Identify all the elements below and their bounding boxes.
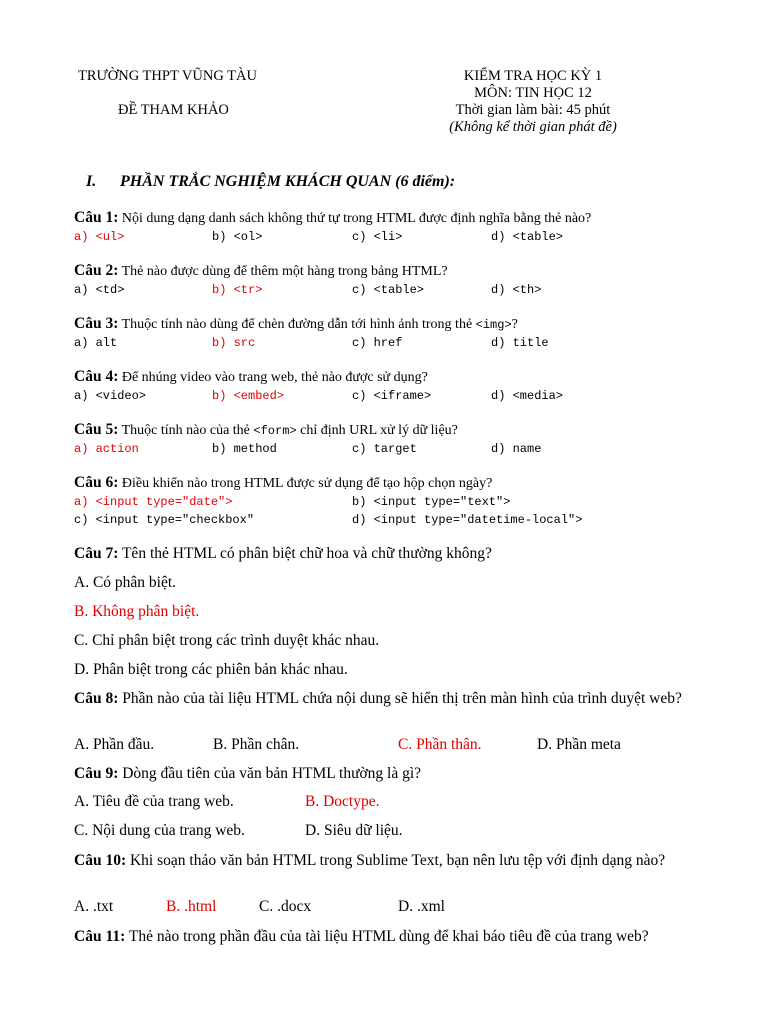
question-text: Dòng đầu tiên của văn bản HTML thường là gì?: [122, 765, 422, 782]
question-label: Câu 10:: [74, 852, 127, 869]
option-a: a) action: [74, 442, 139, 456]
option-b: B. Không phân biệt.: [74, 603, 200, 620]
question-label: Câu 3:: [74, 315, 119, 332]
option-b: b) <input type="text">: [352, 495, 511, 509]
question-text: Thẻ nào trong phần đầu của tài liệu HTML dùng để khai báo tiêu đề của trang web?: [128, 928, 649, 945]
question-text: Nội dung dạng danh sách không thứ tự trong HTML được định nghĩa bằng thẻ nào?: [121, 211, 592, 226]
question-label: Câu 1:: [74, 209, 119, 226]
option-a: A. Có phân biệt.: [74, 574, 177, 591]
question-text-end: ?: [511, 317, 518, 332]
option-c: c) <table>: [352, 283, 425, 297]
subject: MÔN: TIN HỌC 12: [474, 85, 592, 101]
question-text: Điều khiển nào trong HTML được sử dụng để tạo hộp chọn ngày?: [121, 476, 493, 491]
option-a: a) <video>: [74, 389, 147, 403]
option-a: A. .txt: [74, 898, 114, 915]
question-3: [74, 315, 518, 333]
option-d: d) name: [491, 442, 542, 456]
question-10: [74, 851, 694, 870]
option-c: C. Phần thân.: [398, 736, 482, 753]
option-b: B. Doctype.: [305, 793, 380, 810]
school-name: TRƯỜNG THPT VŨNG TÀU: [78, 68, 257, 84]
option-b: b) <embed>: [212, 389, 285, 403]
question-label: Câu 8:: [74, 690, 119, 707]
option-d: d) title: [491, 336, 549, 350]
question-label: Câu 6:: [74, 474, 119, 491]
option-d: D. Phần meta: [537, 736, 621, 753]
question-text: Thuộc tính nào dùng để chèn đường dẫn tới hình ảnh trong thẻ: [121, 317, 476, 332]
option-c: c) <iframe>: [352, 389, 432, 403]
option-c: C. .docx: [259, 898, 312, 915]
question-text-end: chỉ định URL xử lý dữ liệu?: [296, 423, 458, 438]
question-label: Câu 11:: [74, 928, 126, 945]
question-8: [74, 689, 694, 708]
question-label: Câu 2:: [74, 262, 119, 279]
question-label: Câu 9:: [74, 765, 119, 782]
question-7: [74, 545, 492, 563]
option-d: D. Phân biệt trong các phiên bản khác nhau.: [74, 661, 348, 678]
question-label: Câu 7:: [74, 545, 119, 562]
duration: Thời gian làm bài: 45 phút: [455, 102, 611, 118]
question-2: [74, 262, 448, 280]
option-b: b) method: [212, 442, 277, 456]
option-c: c) target: [352, 442, 417, 456]
option-b: b) src: [212, 336, 256, 350]
question-5: [74, 421, 458, 439]
exam-title: KIỂM TRA HỌC KỲ 1: [463, 68, 603, 84]
question-text: Thẻ nào được dùng để thêm một hàng trong bảng HTML?: [121, 264, 448, 279]
option-a: a) <td>: [74, 283, 125, 297]
option-a: a) <input type="date">: [74, 495, 233, 509]
option-a: A. Phần đầu.: [74, 736, 155, 753]
question-11: [74, 927, 694, 946]
option-d: d) <th>: [491, 283, 542, 297]
question-text: Khi soạn thảo văn bản HTML trong Sublime Text, bạn nên lưu tệp với định dạng nào?: [129, 852, 666, 869]
inline-code: <img>: [475, 318, 512, 332]
option-a: A. Tiêu đề của trang web.: [74, 793, 234, 810]
question-text: Để nhúng video vào trang web, thẻ nào được sử dụng?: [121, 370, 428, 385]
option-d: D. .xml: [398, 898, 445, 915]
option-d: d) <table>: [491, 230, 564, 244]
question-text: Phần nào của tài liệu HTML chứa nội dung sẽ hiển thị trên màn hình của trình duyệt web?: [122, 690, 682, 707]
option-c: c) <input type="checkbox": [74, 513, 255, 527]
doc-type: ĐỀ THAM KHẢO: [118, 102, 229, 118]
question-text: Thuộc tính nào của thẻ: [121, 423, 254, 438]
inline-code: <form>: [253, 424, 297, 438]
option-c: C. Nội dung của trang web.: [74, 822, 245, 839]
option-b: b) <ol>: [212, 230, 263, 244]
question-6: [74, 474, 492, 492]
option-b: B. Phần chân.: [213, 736, 300, 753]
question-9: [74, 765, 421, 783]
duration-note: (Không kể thời gian phát đề): [449, 119, 617, 135]
option-c: c) href: [352, 336, 403, 350]
question-label: Câu 4:: [74, 368, 119, 385]
option-d: d) <media>: [491, 389, 564, 403]
option-b: b) <tr>: [212, 283, 263, 297]
question-text: Tên thẻ HTML có phân biệt chữ hoa và chữ thường không?: [121, 545, 492, 562]
option-a: a) alt: [74, 336, 118, 350]
option-d: D. Siêu dữ liệu.: [305, 822, 403, 839]
option-b: B. .html: [166, 898, 217, 915]
option-c: c) <li>: [352, 230, 403, 244]
question-1: [74, 209, 591, 227]
section-title: PHẦN TRẮC NGHIỆM KHÁCH QUAN (6 điểm):: [120, 173, 456, 190]
question-label: Câu 5:: [74, 421, 119, 438]
question-4: [74, 368, 428, 386]
option-c: C. Chỉ phân biệt trong các trình duyệt khác nhau.: [74, 632, 380, 649]
option-d: d) <input type="datetime-local">: [352, 513, 583, 527]
option-a: a) <ul>: [74, 230, 125, 244]
section-number: I.: [86, 173, 97, 190]
